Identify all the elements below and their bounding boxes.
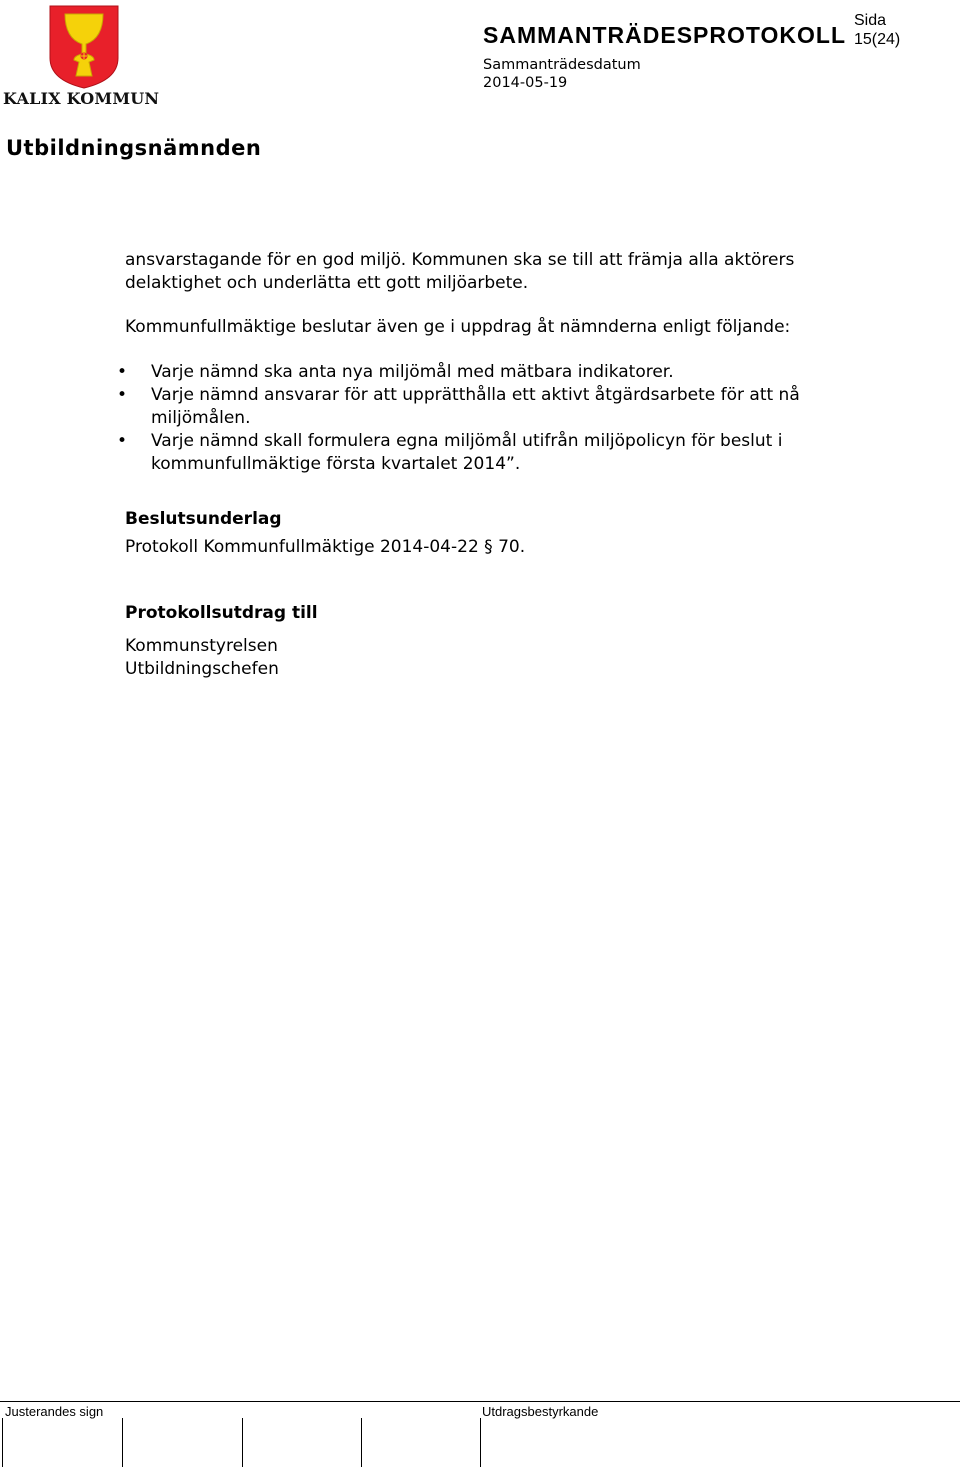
extract-certification-label: Utdragsbestyrkande: [482, 1404, 599, 1419]
signature-box-divider: [122, 1418, 123, 1467]
list-item-text: Varje nämnd skall formulera egna miljömål utifrån miljöpolicyn för beslut i kommunfullmäktige första kvartalet 2014”.: [151, 431, 783, 474]
page-label: Sida: [854, 12, 887, 29]
list-item: [110, 430, 890, 476]
bullet-icon: •: [117, 385, 128, 405]
distribution-heading: Protokollsutdrag till: [125, 603, 318, 623]
decision-basis-text: Protokoll Kommunfullmäktige 2014-04-22 § 70.: [125, 537, 526, 557]
list-item: [110, 384, 890, 430]
justification-signature-label: Justerandes sign: [5, 1404, 104, 1419]
bullet-icon: •: [117, 431, 128, 451]
body-paragraph: Kommunfullmäktige beslutar även ge i uppdrag åt nämnderna enligt följande:: [125, 317, 791, 337]
signature-footer: [0, 1401, 960, 1467]
signature-box-divider: [361, 1418, 362, 1467]
list-item: [110, 361, 890, 384]
shield-chalice-icon: [8, 2, 128, 90]
assignment-list: [110, 361, 890, 476]
page-number: 15(24): [854, 31, 901, 48]
decision-basis-heading: Beslutsunderlag: [125, 509, 282, 529]
signature-box-divider: [2, 1418, 3, 1467]
bullet-icon: •: [117, 362, 128, 382]
list-item-text: Varje nämnd ska anta nya miljömål med mätbara indikatorer.: [151, 362, 674, 382]
meeting-date-label: Sammanträdesdatum: [483, 57, 641, 73]
committee-name: Utbildningsnämnden: [6, 136, 262, 160]
organization-logo-text: KALIX KOMMUN: [3, 89, 160, 108]
document-type-title: SAMMANTRÄDESPROTOKOLL: [483, 22, 847, 48]
body-paragraph: ansvarstagande för en god miljö. Kommunen ska se till att främja alla aktörers delaktighet och underlätta ett gott miljöarbete.: [125, 250, 795, 293]
meeting-date-value: 2014-05-19: [483, 75, 568, 91]
distribution-recipient: Kommunstyrelsen: [125, 636, 278, 656]
list-item-text: Varje nämnd ansvarar för att upprätthålla ett aktivt åtgärdsarbete för att nå miljömålen.: [151, 385, 800, 428]
distribution-recipient: Utbildningschefen: [125, 659, 279, 679]
signature-box-divider: [480, 1418, 481, 1467]
signature-box-divider: [242, 1418, 243, 1467]
